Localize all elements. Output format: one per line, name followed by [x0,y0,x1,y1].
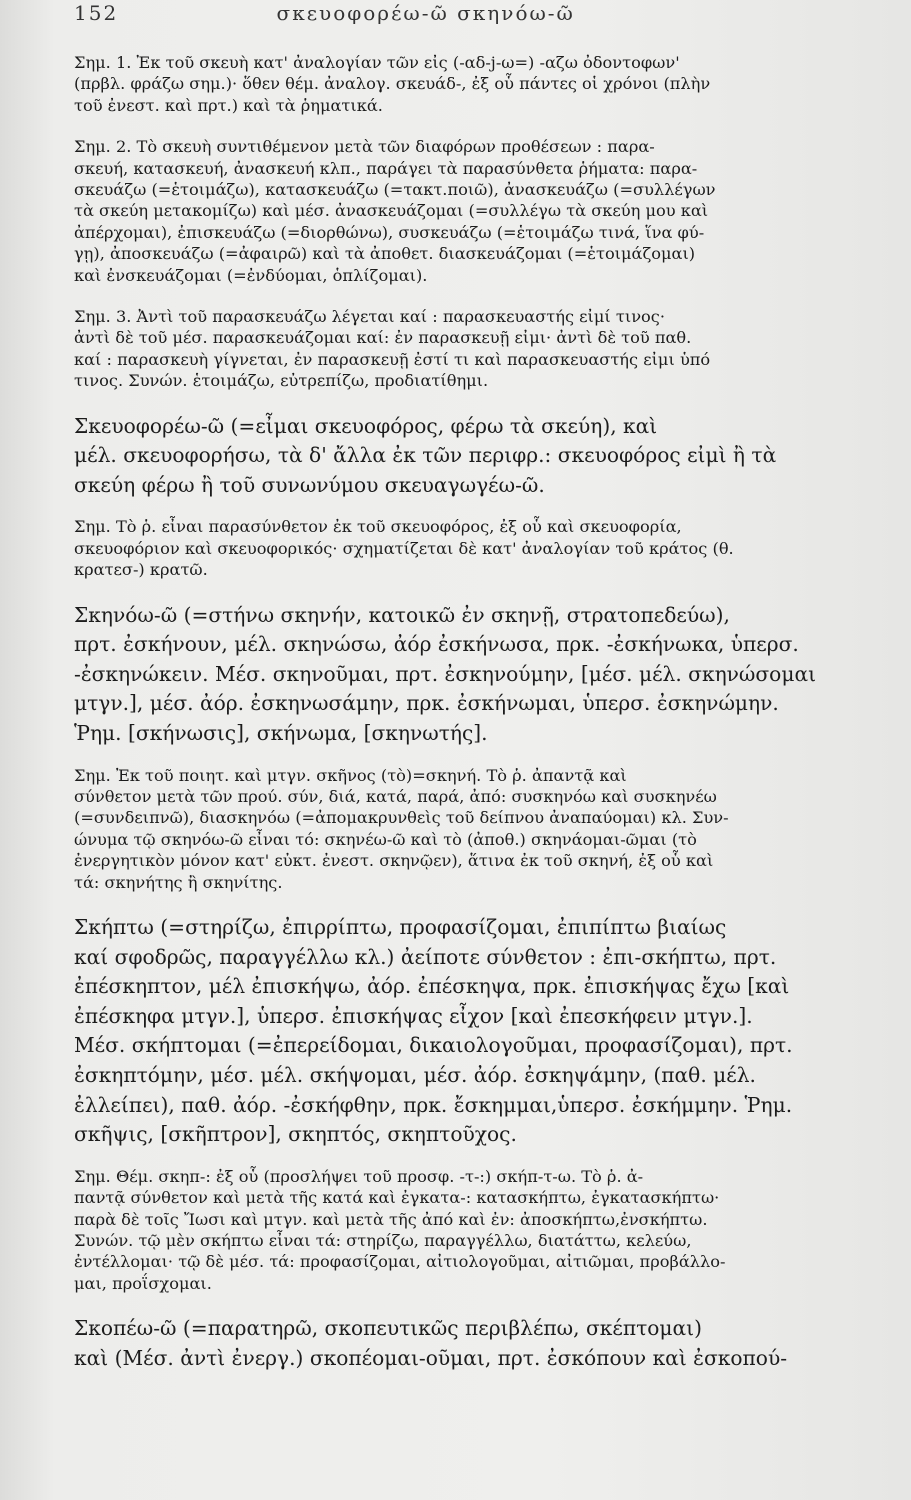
text-line: ώνυμα τῷ σκηνόω-ῶ εἶναι τό: σκηνέω-ῶ καὶ τὸ (ἀποθ.) σκηνάομαι-ῶμαι (τὸ [74,829,697,849]
note-paragraph [74,52,889,116]
text-line: μέλ. σκευοφορήσω, τὰ δ' ἄλλα ἐκ τῶν περιφρ.: σκευοφόρος εἰμὶ ἢ τὰ [74,443,777,468]
text-line: τινος. Συνών. ἑτοιμάζω, εὐτρεπίζω, προδιατίθημι. [74,371,489,391]
text-line: καί σφοδρῶς, παραγγέλλω κλ.) ἀείποτε σύνθετον : ἐπι-σκήπτω, πρτ. [74,944,777,969]
text-line: Σκοπέω-ῶ (=παρατηρῶ, σκοπευτικῶς περιβλέπω, σκέπτομαι) [74,1316,702,1341]
text-line: σκῆψις, [σκῆπτρον], σκηπτός, σκηπτοῦχος. [74,1122,517,1147]
text-line: σκευοφόριον καὶ σκευοφορικός· σχηματίζεται δὲ κατ' ἀναλογίαν τοῦ κράτος (θ. [74,538,734,558]
note-paragraph [74,516,889,580]
text-line: τὰ σκεύη μετακομίζω) καὶ μέσ. ἀνασκευάζομαι (=συλλέγω τὰ σκεύη μου καὶ [74,201,709,221]
text-line: ἐνεργητικὸν μόνον κατ' εὐκτ. ἐνεστ. σκηνῷεν), ἅτινα ἐκ τοῦ σκηνή, ἐξ οὗ καὶ [74,851,714,871]
entry-paragraph [74,412,889,501]
text-line: (πρβλ. φράζω σημ.)· ὅθεν θέμ. ἀναλογ. σκευάδ-, ἐξ οὗ πάντες οἱ χρόνοι (πλὴν [74,74,711,94]
block-spacer [74,901,889,913]
text-line: τά: σκηνήτης ἢ σκηνίτης. [74,872,283,892]
text-line: Σημ. 3. Ἀντὶ τοῦ παρασκευάζω λέγεται καί : παρασκευαστής εἰμί τινος· [74,307,666,327]
text-line: τοῦ ἐνεστ. καὶ πρτ.) καὶ τὰ ῥηματικά. [74,95,383,115]
text-line: πρτ. ἐσκήνουν, μέλ. σκηνώσω, ἀόρ ἐσκήνωσα, πρκ. -ἐσκήνωκα, ὑπερσ. [74,632,799,657]
text-line: καὶ ἐνσκευάζομαι (=ἐνδύομαι, ὁπλίζομαι). [74,265,428,285]
text-line: Σημ. Ἐκ τοῦ ποιητ. καὶ μτγν. σκῆνος (τὸ)=σκηνή. Τὸ ῥ. ἀπαντᾷ καὶ [74,765,627,785]
text-line: ἐλλείπει), παθ. ἀόρ. -ἐσκήφθην, πρκ. ἔσκημμαι,ὑπερσ. ἐσκήμμην. Ῥημ. [74,1092,793,1117]
text-line: Σημ. 2. Τὸ σκευὴ συντιθέμενον μετὰ τῶν διαφόρων προθέσεων : παρα- [74,137,655,157]
text-line: ἐντέλλομαι· τῷ δὲ μέσ. τά: προφασίζομαι, αἰτιολογοῦμαι, αἰτιῶμαι, προβάλλο- [74,1252,726,1272]
text-line: Συνών. τῷ μὲν σκήπτω εἶναι τά: στηρίζω, παραγγέλλω, διατάττω, κελεύω, [74,1231,692,1251]
note-paragraph [74,765,889,893]
block-spacer [74,589,889,601]
page-content [74,52,889,1373]
text-line: σύνθετον μετὰ τῶν πρού. σύν, διά, κατά, παρά, ἀπό: συσκηνόω καὶ συσκηνέω [74,787,717,807]
text-line: Σημ. Θέμ. σκηπ-: ἐξ οὗ (προσλήψει τοῦ προσφ. -τ-:) σκήπ-τ-ω. Τὸ ῥ. ἀ- [74,1166,644,1186]
text-line: Μέσ. σκήπτομαι (=ἐπερείδομαι, δικαιολογοῦμαι, προφασίζομαι), πρτ. [74,1033,793,1058]
text-line: μτγν.], μέσ. ἀόρ. ἐσκηνωσάμην, πρκ. ἐσκήνωμαι, ὑπερσ. ἐσκηνώμην. [74,691,779,716]
text-line: Σημ. Τὸ ῥ. εἶναι παρασύνθετον ἐκ τοῦ σκευοφόρος, ἐξ οὗ καὶ σκευοφορία, [74,517,682,537]
page-number: 152 [74,2,119,24]
note-paragraph [74,136,889,286]
note-paragraph [74,1166,889,1294]
text-line: Σημ. 1. Ἐκ τοῦ σκευὴ κατ' ἀναλογίαν τῶν εἰς (-αδ-j-ω=) -αζω ὀδοντοφων' [74,53,680,72]
text-line: ἐσκηπτόμην, μέσ. μέλ. σκήψομαι, μέσ. ἀόρ. ἐσκηψάμην, (παθ. μέλ. [74,1063,756,1088]
text-line: σκευή, κατασκευή, ἀνασκευή κλπ., παράγει τὰ παρασύνθετα ῥήματα: παρα- [74,158,698,178]
entry-paragraph [74,913,889,1150]
text-line: μαι, προΐσχομαι. [74,1273,212,1293]
text-line: σκεύη φέρω ἢ τοῦ συνωνύμου σκευαγωγέω-ῶ. [74,472,545,497]
running-title: σκευοφορέω-ῶ σκηνόω-ῶ [276,2,575,24]
block-spacer [74,1302,889,1314]
block-spacer [74,400,889,412]
text-line: γῃ), ἀποσκευάζω (=ἀφαιρῶ) καὶ τὰ ἀποθετ. διασκευάζομαι (=ἑτοιμάζομαι) [74,244,696,264]
text-line: ἐπέσκηπτον, μέλ ἐπισκήψω, ἀόρ. ἐπέσκηψα, πρκ. ἐπισκήψας ἔχω [καὶ [74,974,790,999]
running-head [74,2,871,24]
text-line: ἐπέσκηφα μτγν.], ὑπερσ. ἐπισκήψας εἶχον [καὶ ἐπεσκήφειν μτγν.]. [74,1003,753,1028]
text-line: -ἐσκηνώκειν. Μέσ. σκηνοῦμαι, πρτ. ἐσκηνούμην, [μέσ. μέλ. σκηνώσομαι [74,661,816,686]
text-line: Σκευοφορέω-ῶ (=εἶμαι σκευοφόρος, φέρω τὰ σκεύη), καὶ [74,413,658,438]
text-line: ἀπέρχομαι), ἐπισκευάζω (=διορθώνω), συσκευάζω (=ἑτοιμάζω τινά, ἵνα φύ- [74,222,705,242]
text-line: Σκήπτω (=στηρίζω, ἐπιρρίπτω, προφασίζομαι, ἐπιπίπτω βιαίως [74,915,727,940]
text-line: παρὰ δὲ τοῖς Ἴωσι καὶ μτγν. καὶ μετὰ τῆς ἀπό καὶ ἐν: ἀποσκήπτω,ἐνσκήπτω. [74,1209,708,1229]
text-line: Σκηνόω-ῶ (=στήνω σκηνήν, κατοικῶ ἐν σκηνῇ, στρατοπεδεύω), [74,602,730,627]
entry-paragraph [74,1314,889,1373]
text-line: καί : παρασκευὴ γίγνεται, ἐν παρασκευῇ ἐστί τι καὶ παρασκευαστής εἰμι ὑπό [74,349,711,369]
note-paragraph [74,306,889,392]
entry-paragraph [74,601,889,749]
text-line: Ῥημ. [σκήνωσις], σκήνωμα, [σκηνωτής]. [74,721,488,746]
text-line: κρατεσ-) κρατῶ. [74,560,208,580]
text-line: σκευάζω (=ἑτοιμάζω), κατασκευάζω (=τακτ.ποιῶ), ἀνασκευάζω (=συλλέγων [74,180,716,200]
text-line: ἀντὶ δὲ τοῦ μέσ. παρασκευάζομαι καί: ἐν παρασκευῇ εἰμι· ἀντὶ δὲ τοῦ παθ. [74,328,692,348]
text-line: παντᾷ σύνθετον καὶ μετὰ τῆς κατά καὶ ἐγκατα-: κατασκήπτω, ἐγκατασκήπτω· [74,1188,720,1208]
block-spacer [74,124,889,136]
text-line: καὶ (Μέσ. ἀντὶ ἐνεργ.) σκοπέομαι-οῦμαι, πρτ. ἐσκόπουν καὶ ἐσκοπού- [74,1345,788,1370]
block-spacer [74,294,889,306]
text-line: (=συνδειπνῶ), διασκηνόω (=ἀπομακρυνθεὶς τοῦ δείπνου ἀναπαύομαι) κλ. Συν- [74,808,729,828]
